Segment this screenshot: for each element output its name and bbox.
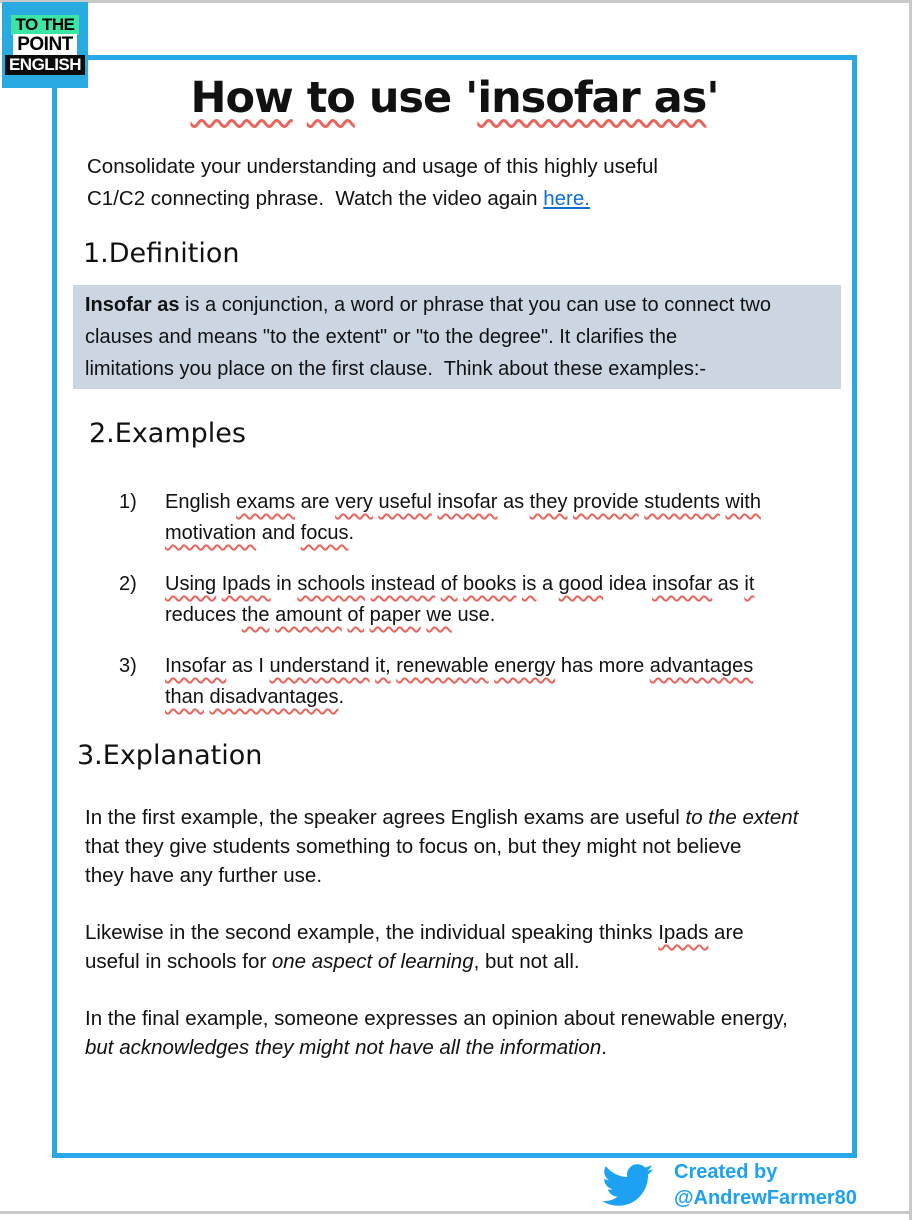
brand-logo	[2, 2, 88, 88]
definition-box: Insofar as is a conjunction, a word or phrase that you can use to connect two clauses and means "to the extent" or "to the degree". It clarifies the limitations you place on the first clause. Think about these examples:-	[73, 285, 841, 389]
credit-block	[594, 1158, 857, 1212]
definition-heading: 1.Definition	[83, 238, 240, 269]
page-border-frame	[52, 55, 857, 1158]
example-text-3: Insofar as I understand it, renewable energy has more advantages than disadvantages.	[165, 655, 754, 708]
example-text-2: Using Ipads in schools instead of books is a good idea insofar as it reduces the amount of paper we use.	[165, 573, 755, 626]
example-item-3	[119, 651, 852, 713]
twitter-icon	[594, 1158, 660, 1212]
example-item-1	[119, 487, 852, 549]
explanation-heading: 3.Explanation	[77, 740, 263, 771]
example-item-2	[119, 569, 852, 631]
logo-line-english: ENGLISH	[5, 55, 85, 75]
example-number-3: 3)	[119, 655, 137, 677]
example-number-2: 2)	[119, 573, 137, 595]
logo-line-to-the: TO THE	[11, 15, 78, 35]
explanation-paragraph-1: In the first example, the speaker agrees English exams are useful to the extent that they give students something to focus on, but they might not believe they have any further use.	[85, 806, 799, 887]
credit-line-2: @AndrewFarmer80	[674, 1187, 857, 1209]
page-title: How to use 'insofar as'	[190, 73, 719, 123]
examples-list	[119, 487, 852, 713]
examples-heading: 2.Examples	[89, 418, 246, 449]
explanation-paragraph-3: In the final example, someone expresses an opinion about renewable energy, but acknowledges they might not have all the information.	[85, 1007, 788, 1059]
video-link[interactable]: here.	[543, 187, 590, 210]
credit-line-1: Created by	[674, 1161, 778, 1183]
example-text-1: English exams are very useful insofar as they provide students with motivation and focus.	[165, 491, 761, 544]
page-edge-top	[0, 0, 912, 3]
example-number-1: 1)	[119, 491, 137, 513]
explanation-paragraph-2: Likewise in the second example, the individual speaking thinks Ipads are useful in schools for one aspect of learning, but not all.	[85, 921, 744, 973]
credit-text	[674, 1159, 857, 1211]
logo-line-point: POINT	[13, 34, 77, 56]
intro-paragraph: Consolidate your understanding and usage of this highly useful C1/C2 connecting phrase. Watch the video again here.	[87, 155, 658, 210]
